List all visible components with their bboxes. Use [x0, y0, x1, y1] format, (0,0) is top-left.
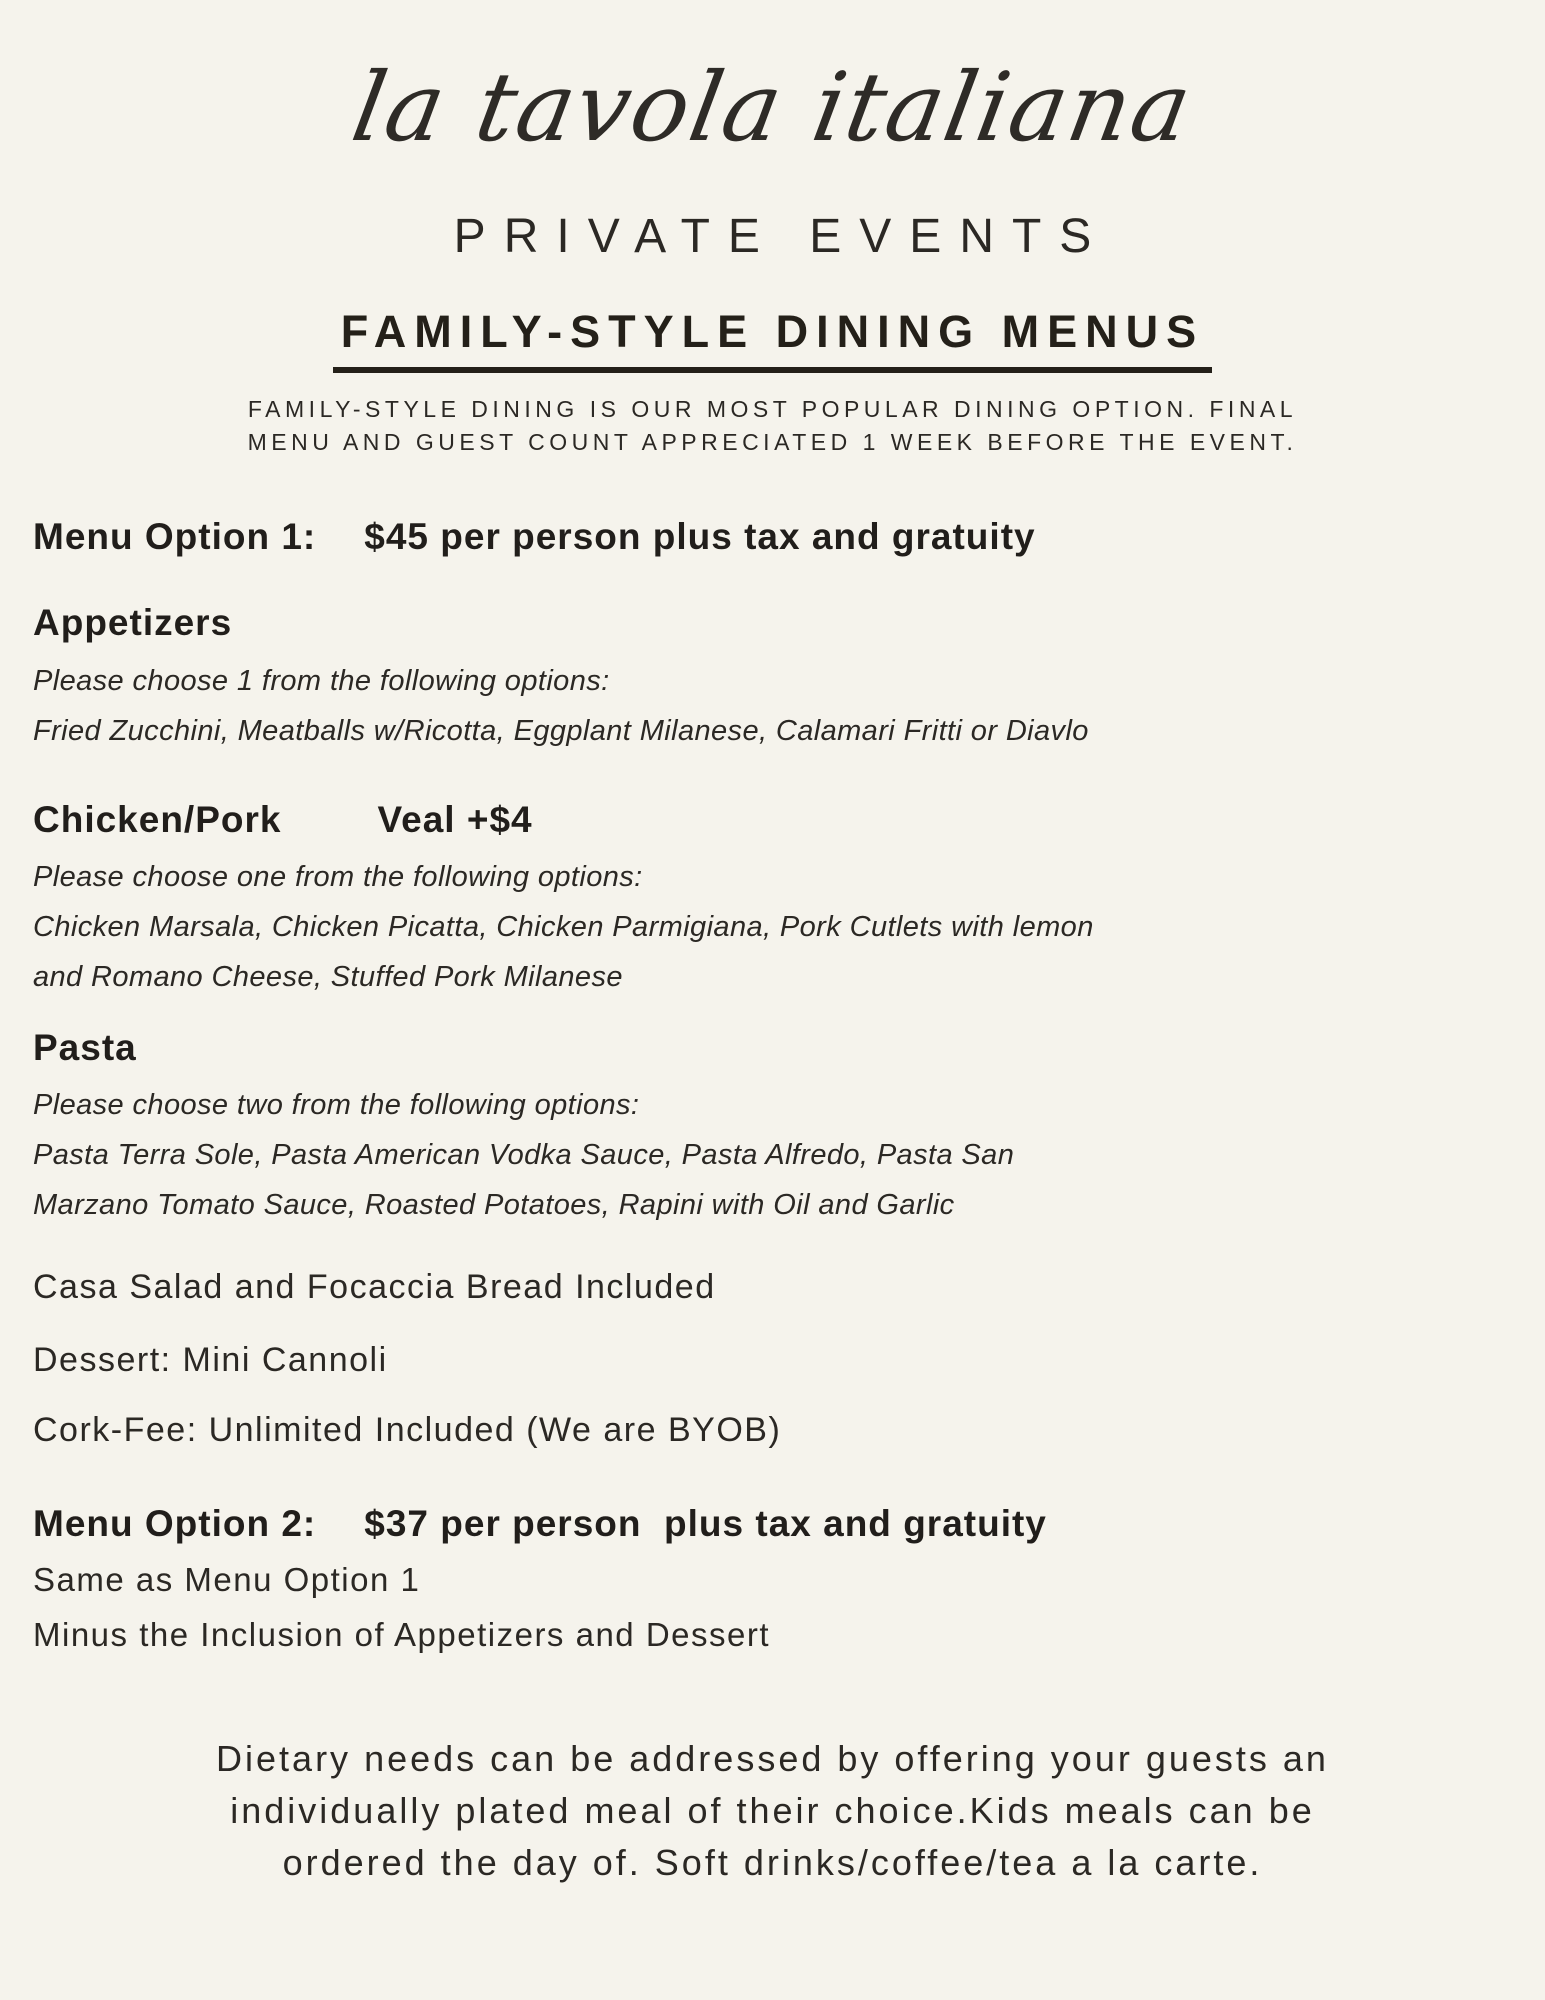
salad-bread-included-line: Casa Salad and Focaccia Bread Included	[33, 1268, 716, 1307]
cork-fee-line: Cork-Fee: Unlimited Included (We are BYOB)	[33, 1411, 782, 1450]
intro-caption	[33, 393, 1512, 459]
pasta-heading: Pasta	[33, 1027, 137, 1069]
pasta-options	[33, 1130, 1512, 1230]
restaurant-logo-script: la tavola italiana	[344, 53, 1201, 163]
menu-option-2-heading	[33, 1502, 1512, 1546]
dessert-line: Dessert: Mini Cannoli	[33, 1340, 388, 1379]
page-title: PRIVATE EVENTS	[453, 209, 1110, 263]
pasta-options-line-2: Marzano Tomato Sauce, Roasted Potatoes, Rapini with Oil and Garlic	[33, 1189, 955, 1222]
pasta-instruction: Please choose two from the following options:	[33, 1089, 640, 1122]
menu-option-1-heading	[33, 515, 1512, 559]
intro-caption-line-2: MENU AND GUEST COUNT APPRECIATED 1 WEEK BEFORE THE EVENT.	[247, 428, 1298, 455]
menu-option-2-minus-line: Minus the Inclusion of Appetizers and Dessert	[33, 1615, 771, 1653]
chicken-pork-options-line-2: and Romano Cheese, Stuffed Pork Milanese	[33, 961, 623, 994]
chicken-pork-label: Chicken/Pork	[33, 798, 282, 840]
appetizers-heading: Appetizers	[33, 602, 233, 644]
footer-note-line-3: ordered the day of. Soft drinks/coffee/tea a la carte.	[282, 1841, 1263, 1883]
intro-caption-line-1: FAMILY-STYLE DINING IS OUR MOST POPULAR DINING OPTION. FINAL	[247, 395, 1298, 422]
chicken-pork-instruction: Please choose one from the following options:	[33, 861, 643, 894]
veal-upcharge-label: Veal +$4	[377, 798, 533, 840]
chicken-pork-options	[33, 902, 1512, 1002]
menu-option-1-price: $45 per person plus tax and gratuity	[364, 515, 1036, 557]
appetizers-options: Fried Zucchini, Meatballs w/Ricotta, Eggplant Milanese, Calamari Fritti or Diavlo	[33, 714, 1089, 747]
footer-note-line-1: Dietary needs can be addressed by offering your guests an	[216, 1737, 1329, 1779]
appetizers-instruction: Please choose 1 from the following options:	[33, 664, 610, 697]
pasta-options-line-1: Pasta Terra Sole, Pasta American Vodka Sauce, Pasta Alfredo, Pasta San	[33, 1139, 1015, 1172]
menu-option-2-same-line: Same as Menu Option 1	[33, 1561, 421, 1599]
subtitle-wrap	[33, 307, 1512, 373]
menu-option-1-label: Menu Option 1:	[33, 515, 317, 557]
menu-option-2-price: $37 per person plus tax and gratuity	[364, 1502, 1047, 1544]
footer-note-line-2: individually plated meal of their choice.Kids meals can be	[230, 1789, 1315, 1831]
chicken-pork-options-line-1: Chicken Marsala, Chicken Picatta, Chicken Parmigiana, Pork Cutlets with lemon	[33, 911, 1094, 944]
chicken-pork-heading	[33, 798, 1512, 842]
page-subtitle: FAMILY-STYLE DINING MENUS	[333, 307, 1212, 373]
dietary-footer-note	[33, 1733, 1512, 1889]
menu-option-2-label: Menu Option 2:	[33, 1502, 317, 1544]
